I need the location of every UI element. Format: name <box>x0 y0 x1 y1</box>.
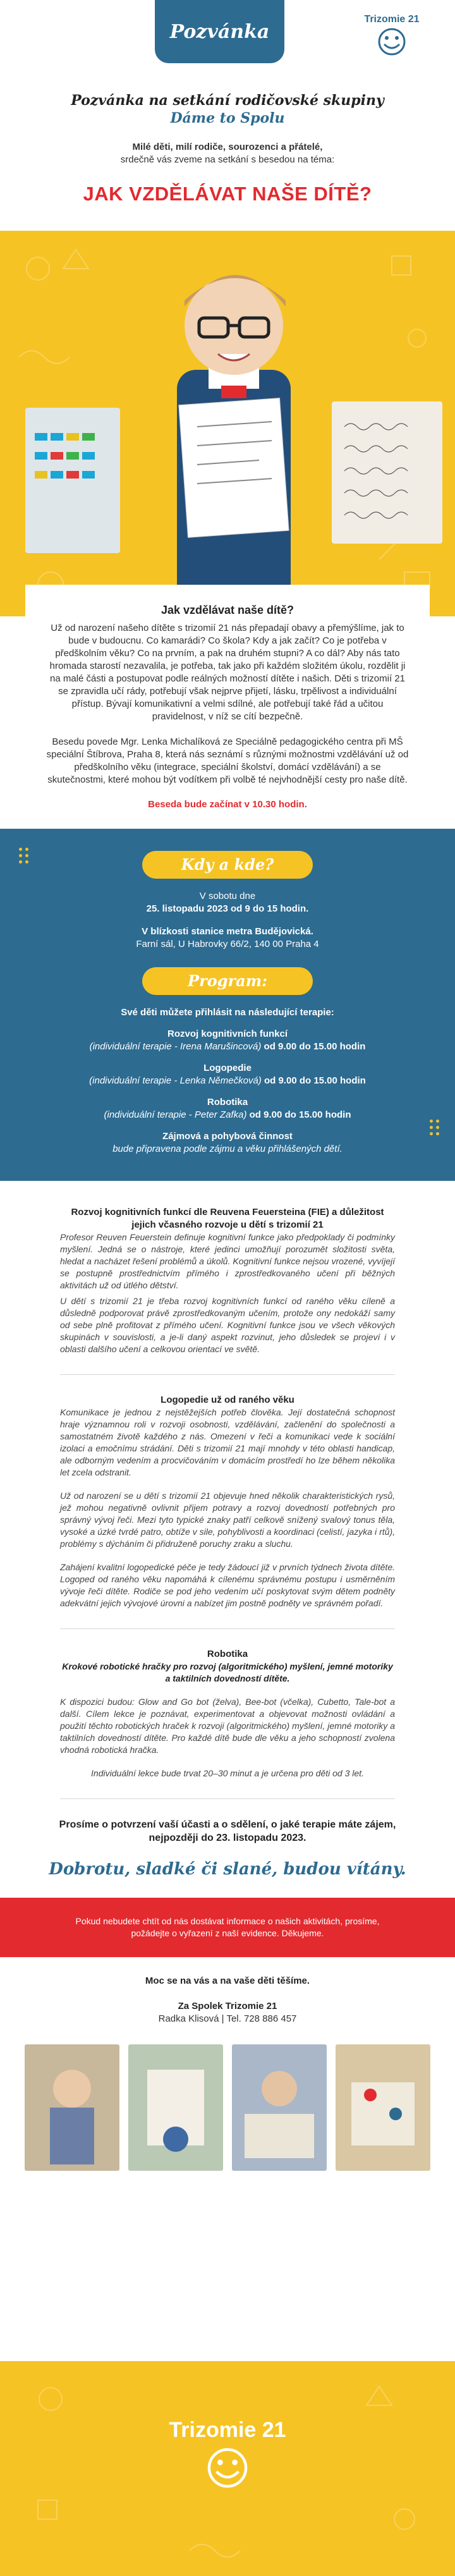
gallery-photo <box>336 2044 430 2171</box>
unsubscribe-notice: Pokud nebudete chtít od nás dostávat informace o našich aktivitách, prosíme, požádejte o vyřazení z naší evidence. Děkujeme. <box>0 1898 455 1957</box>
greeting: Milé děti, milí rodiče, sourozenci a přátelé, <box>132 142 323 152</box>
logo-text: Trizomie 21 <box>364 14 420 25</box>
fie-section <box>0 1206 455 1799</box>
trizomie-logo[interactable] <box>357 14 427 56</box>
logopedie-paragraph-3: Zahájení kvalitní logopedické péče je tedy žádoucí již v prvních týdnech života dítěte. Logoped od raného věku napomáhá k cílenému správnému postupu i usměrněním vývoje řeči dítěte. Rodiče se pod jeho vedením učí poskytovat svým dětem podněty adekvátní jejich vývojové úrovni a nabízet jim postně podněty ve správném pořadí. <box>60 1562 395 1608</box>
therapy-name: Rozvoj kognitivních funkcí <box>167 1029 288 1039</box>
header <box>0 0 455 82</box>
therapy-time: od 9.00 do 15.00 hodin <box>264 1075 366 1086</box>
robotika-paragraph-1: K dispozici budou: Glow and Go bot (želva), Bee-bot (včelka), Cubetto, Tale-bot a další. Cílem lekce je poznávat, experimentovat a objevovat možnosti ovládání a použití těchto robotických hraček k rozvoji (algoritmického) myšlení, jemné motoriky a taktilních dovedností dítěte. Pro každé dítě bude dle věku a jeho schopností zvolena vhodná robotická hračka. <box>60 1697 395 1755</box>
about-paragraph-1: Už od narození našeho dítěte s trizomií 21 nás přepadají obavy a přemýšlíme, jak to bude v budoucnu. Co kamarádi? Co škola? Kdy a jak začít? Co je potřeba v předškolním věku? Co na prvním, a pak na druhém stupni? A co dál? Aby nás tato hromada starostí nezavalila, je potřeba, tak jako při každém složitém úkolu, rozdělit ji na malé části a postupovat podle reálných možností dítěte i našich. Děti s trizomií 21 se zpravidla učí rády, potřebují však nejprve přijetí, lásku, trpělivost a individuální přístup. Bývají komunikativní a velmi sdílné, ale potřebují také řád a učitou pravidelnost, v níž se cítí bezpečně. <box>49 623 406 722</box>
contact <box>0 1957 455 2025</box>
divider <box>60 1374 395 1375</box>
rsvp-text: Prosíme o potvrzení vaší účasti a o sdělení, o jaké terapie máte zájem, nejpozději do 23. listopadu 2023. <box>59 1819 396 1843</box>
robotika-subtitle: Krokové robotické hračky pro rozvoj (algoritmického) myšlení, jemné motoriky a taktilních dovedností dítěte. <box>62 1661 393 1683</box>
intro-title: Pozvánka na setkání rodičovské skupiny <box>71 92 384 109</box>
contact-greeting: Moc se na vás a na vaše děti těšíme. <box>145 1975 310 1986</box>
therapy-item <box>38 1096 417 1121</box>
robotika-paragraph-2: Individuální lekce bude trvat 20–30 minut a je určena pro děti od 3 let. <box>91 1768 364 1778</box>
therapy-detail: (individuální terapie - Irena Marušincová) <box>89 1041 262 1052</box>
intro <box>0 82 455 205</box>
event-address: Farní sál, U Habrovky 66/2, 140 00 Praha 4 <box>136 939 319 949</box>
therapy-name: Robotika <box>207 1097 248 1108</box>
dots-decoration <box>19 848 30 873</box>
footer-logo-text: Trizomie 21 <box>169 2418 286 2442</box>
therapy-detail: (individuální terapie - Lenka Němečková) <box>89 1075 262 1086</box>
dots-decoration <box>430 1120 441 1145</box>
when-where-section <box>0 829 455 1181</box>
footer <box>0 2361 455 2576</box>
program-intro: Své děti můžete přihlásit na následující terapie: <box>121 1007 334 1018</box>
headline: JAK VZDĚLÁVAT NAŠE DÍTĚ? <box>83 183 372 205</box>
logopedie-paragraph-1: Komunikace je jednou z nejstěžejších potřeb člověka. Její dostatečná schopnost hraje významnou roli v rozvoji osobnosti, vzdělávání, začlenění do společnosti a samostatném životě každého z nás. Omezení v řeči a komunikaci vede k sociální izolaci a emočnímu strádání. Děti s trizomií 21 mají mnohdy v této oblasti handicap, ale odborným vedením a procvičováním v domácím prostředí ho lze během několika let zcela odstranit. <box>60 1407 395 1477</box>
group-name: Dáme to Spolu <box>170 110 285 126</box>
therapy-detail: bude připravena podle zájmu a věku přihlášených dětí. <box>112 1144 343 1154</box>
divider <box>60 1798 395 1799</box>
gallery-photo <box>232 2044 327 2171</box>
therapy-item <box>38 1028 417 1053</box>
footer-logo[interactable] <box>142 2418 313 2488</box>
invitation-title: Pozvánka <box>169 20 270 43</box>
about-card <box>25 585 430 829</box>
gallery-photo <box>128 2044 223 2171</box>
gallery-photo <box>25 2044 119 2171</box>
therapy-name: Zájmová a pohybová činnost <box>162 1131 293 1142</box>
invite-text: srdečně vás zveme na setkání s besedou na téma: <box>120 154 335 165</box>
therapy-detail: (individuální terapie - Peter Zafka) <box>104 1109 247 1120</box>
divider <box>60 1628 395 1629</box>
boy-with-paper-photo <box>88 237 367 610</box>
therapy-item <box>38 1130 417 1156</box>
therapy-item <box>38 1062 417 1087</box>
slogan: Dobrotu, sladké či slané, budou vítány. <box>49 1860 406 1879</box>
event-place: V blízkosti stanice metra Budějovická. <box>142 926 313 937</box>
about-title: Jak vzdělávat naše dítě? <box>161 604 294 616</box>
start-time: Beseda bude začínat v 10.30 hodin. <box>148 799 307 810</box>
fie-paragraph-1: Profesor Reuven Feuerstein definuje kognitivní funkce jako předpoklady či podmínky myšlení. Jedná se o nástroje, které jedinci umožňují porozumět složitosti světa, hledat a nacházet řešení problémů a úkolů. Kognitivní funkce nejsou vrozené, vyvíjejí se postupně prostřednictvím přímého i zprostředkovaného učení při běžných aktivitách už od útlého dětství. <box>60 1232 395 1290</box>
fie-title: Rozvoj kognitivních funkcí dle Reuvena Feuersteina (FIE) a důležitost jejich včasného rozvoje u dětí s trizomií 21 <box>71 1207 384 1230</box>
therapy-time: od 9.00 do 15.00 hodin <box>249 1109 351 1120</box>
when-where-pill: Kdy a kde? <box>142 851 313 879</box>
therapy-name: Logopedie <box>203 1063 252 1073</box>
fie-paragraph-2: U dětí s trizomií 21 je třeba rozvoj kognitivních funkcí od raného věku cíleně a důsledně podporovat právě zprostředkovaným učením, protože ony nedokáží samy od sebe plně profitovat z přímého učení. Kognitivní funkce jsou ve všech věkových skupinách v souvislosti, a je-li daný aspekt rozvinut, jeho důsledek se projeví i v oblasti dalšího učení a celkovou orientací ve světě. <box>60 1296 395 1354</box>
logopedie-paragraph-2: Už od narození se u dětí s trizomií 21 objevuje hned několik charakteristických rysů, jež mohou negativně ovlivnit přijem potravy a rozvoj dovedností potřebných pro správný vývoj řeči. Mezi tyto typické znaky patří celkově snížený svalový tonus těla, vysoké a úzké tvrdé patro, obtíže v sile, pohyblivosti a koordinaci (celistí, jazyka i rtů), problémy s dýcháním či přidruženě poruchy zraku a sluchu. <box>60 1491 395 1549</box>
invitation-tab <box>155 0 284 63</box>
contact-org: Za Spolek Trizomie 21 <box>178 2001 277 2011</box>
robotika-title: Robotika <box>207 1649 248 1659</box>
contact-person: Radka Klisová | Tel. 728 886 457 <box>158 2013 297 2024</box>
therapy-time: od 9.00 do 15.00 hodin <box>264 1041 366 1052</box>
photo-gallery <box>0 2044 455 2171</box>
when-date-line: V sobotu dne <box>199 891 256 901</box>
event-date: 25. listopadu 2023 od 9 do 15 hodin. <box>146 903 309 914</box>
about-paragraph-2: Besedu povede Mgr. Lenka Michalíková ze Speciálně pedagogického centra při MŠ speciální Štíbrova, Praha 8, která nás seznámí s různými možnostmi vzdělávání už od předškolního věku (integrace, speciální školství, domácí vzdělávání) a se skutečnostmi, které mohou být vodítkem při volbě té nejvhodnější cesty pro naše dítě. <box>46 736 409 785</box>
smile-logo-icon <box>199 2448 256 2488</box>
smile-logo-icon <box>373 28 411 56</box>
hero-image <box>0 231 455 616</box>
program-pill: Program: <box>142 967 313 995</box>
logopedie-title: Logopedie už od raného věku <box>161 1395 294 1405</box>
